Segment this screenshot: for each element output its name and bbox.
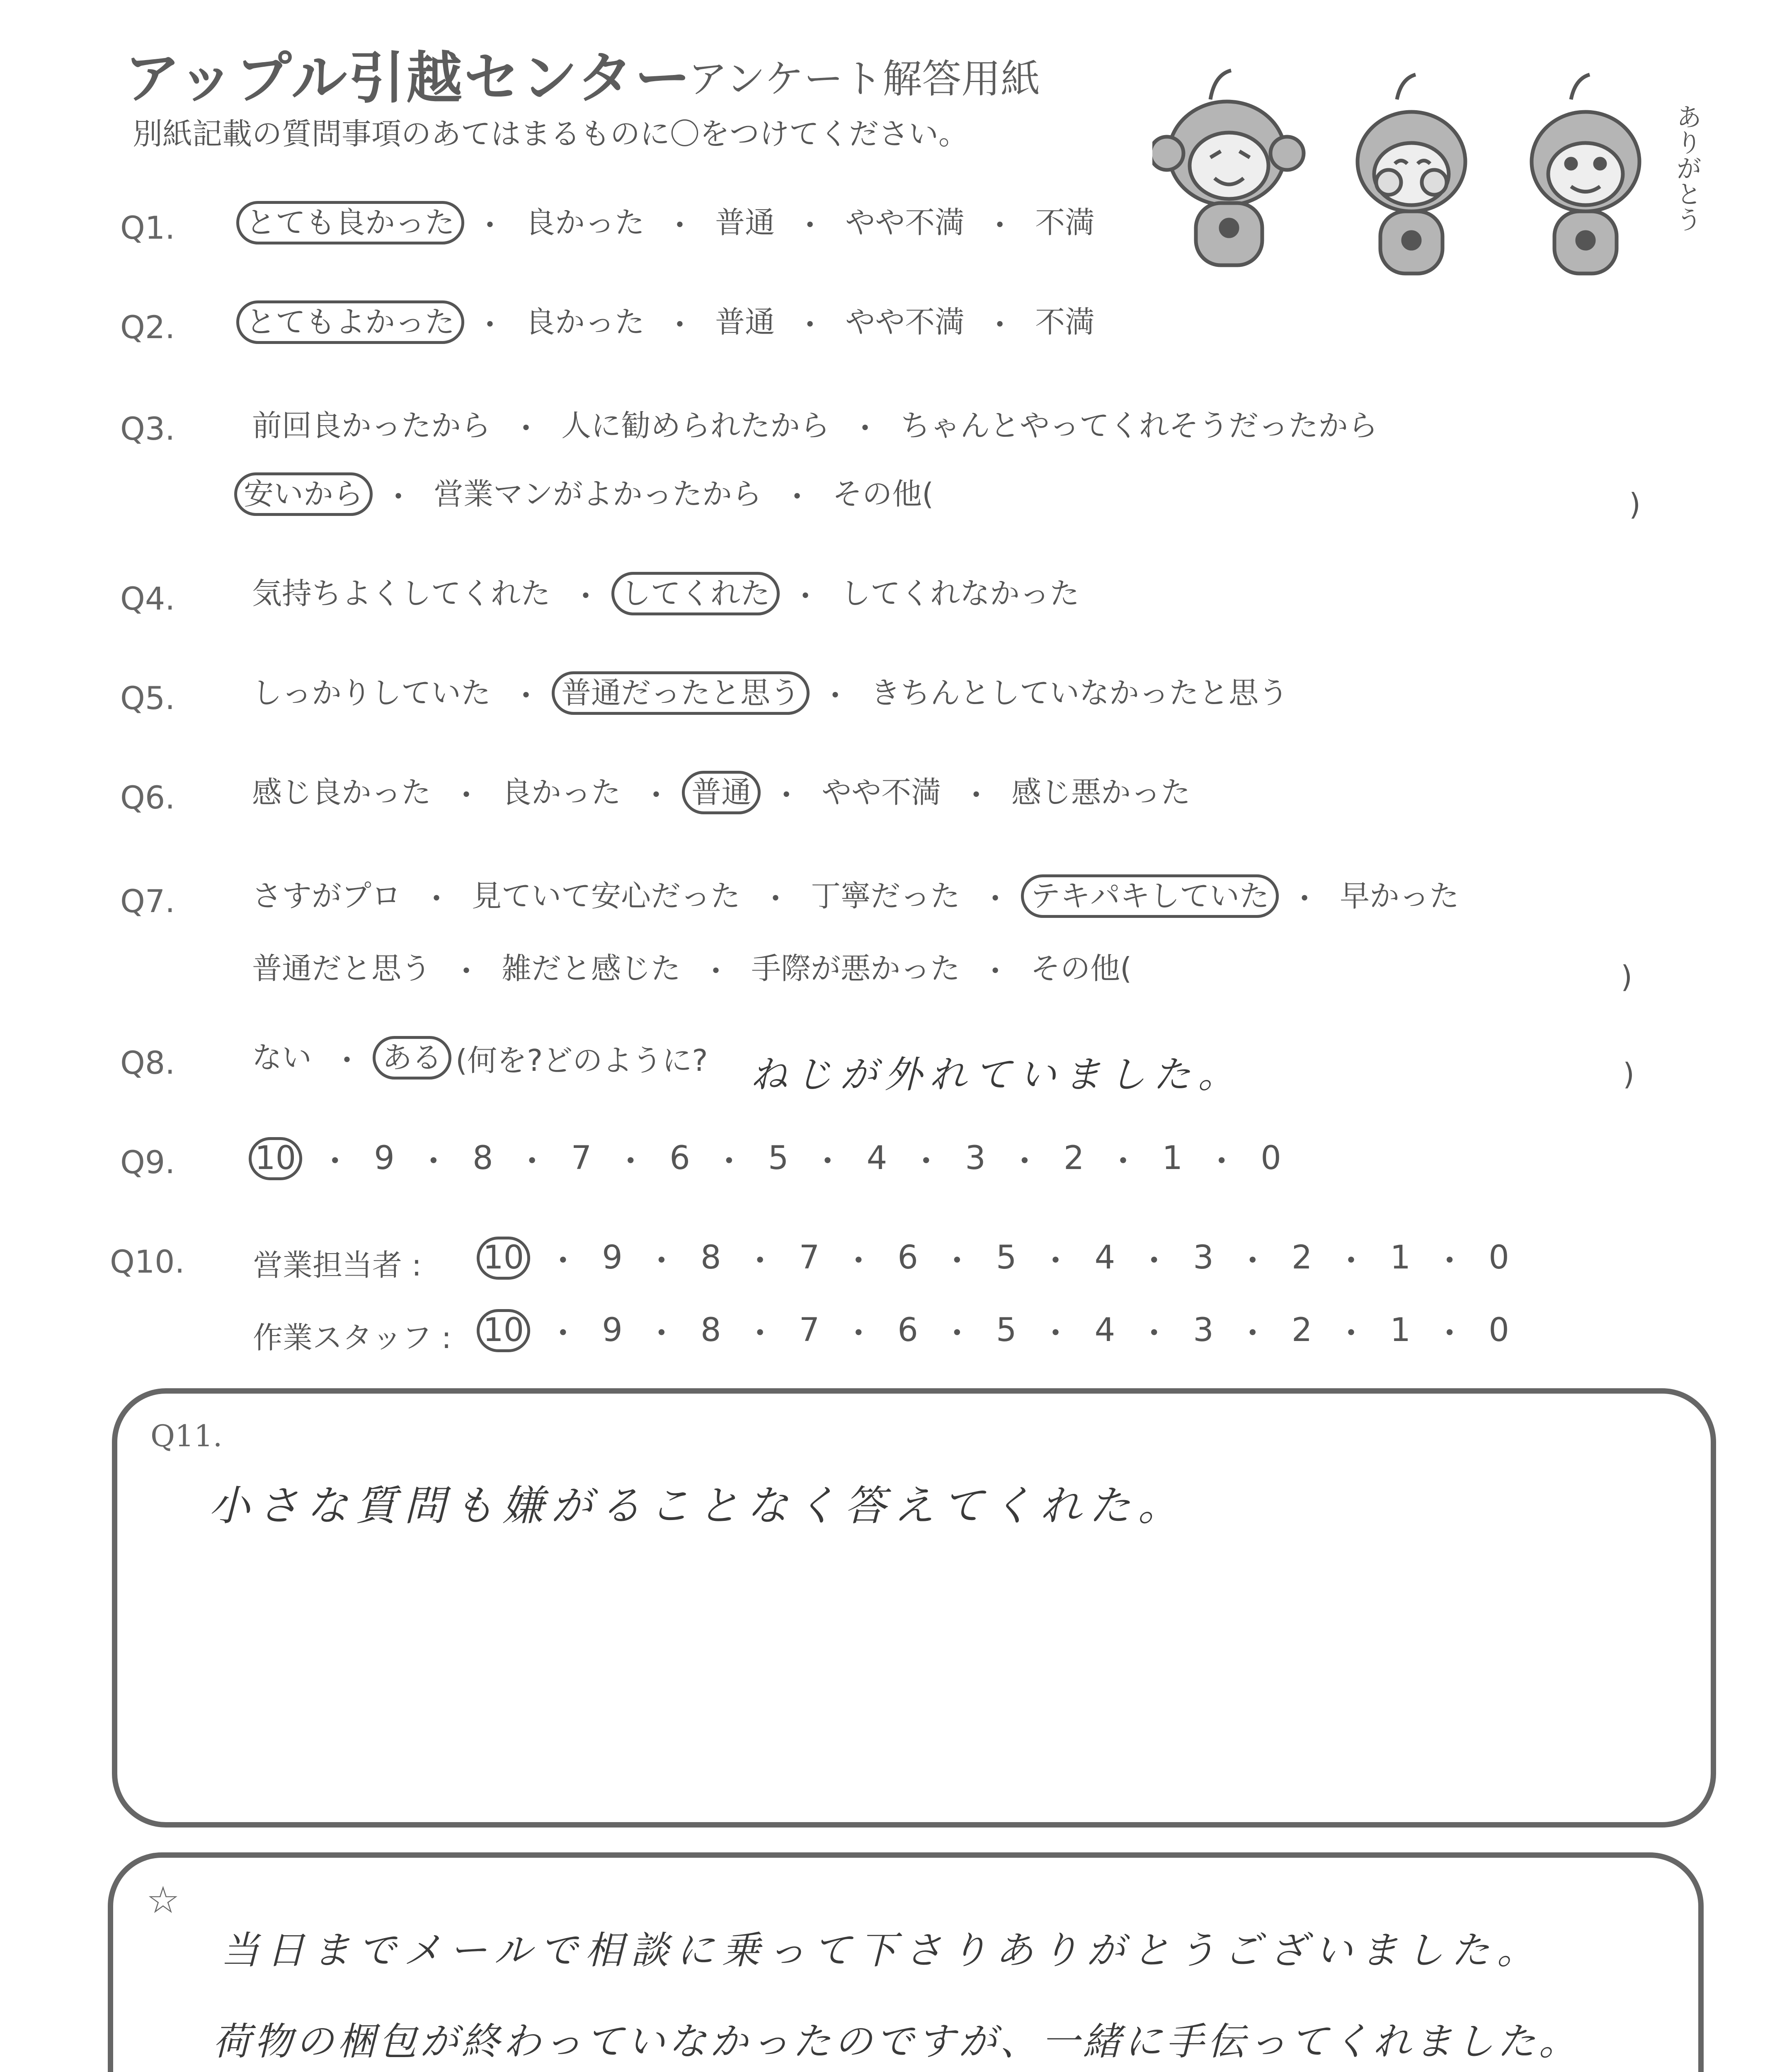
q10-sales-score[interactable]: 3 — [1193, 1239, 1214, 1277]
instruction-text: 別紙記載の質問事項のあてはまるものに〇をつけてください。 — [133, 116, 969, 151]
q3-option-selected[interactable]: 安いから — [234, 472, 373, 516]
q1-option[interactable]: 不満 — [1035, 205, 1095, 240]
q2-number: Q2. — [120, 309, 175, 346]
q5-option[interactable]: しっかりしていた — [252, 675, 491, 710]
q6-option[interactable]: 感じ良かった — [252, 775, 432, 810]
q3-number: Q3. — [120, 410, 175, 447]
q6-option[interactable]: 良かった — [502, 775, 621, 810]
q7-option-other[interactable]: その他( — [1030, 951, 1132, 986]
q8-option[interactable]: ない — [252, 1040, 312, 1075]
q2-option[interactable]: 良かった — [525, 305, 645, 339]
q10-staff-label: 作業スタッフ : — [253, 1320, 452, 1355]
q10-sales-score[interactable]: 8 — [700, 1239, 721, 1277]
q1-option[interactable]: 良かった — [525, 205, 645, 240]
q3-option[interactable]: 営業マンがよかったから — [434, 477, 762, 511]
q4-option[interactable]: してくれなかった — [841, 576, 1080, 611]
q7-close-paren: ) — [1621, 959, 1633, 994]
form-subtitle: アンケート解答用紙 — [688, 56, 1040, 102]
q9-score[interactable]: 7 — [571, 1140, 592, 1177]
q7-option[interactable]: さすがプロ — [252, 879, 402, 913]
monkey-icon — [1532, 75, 1639, 274]
q10-staff-scale: 10 ・ 9 ・ 8 ・ 7 ・ 6 ・ 5 ・ 4 ・ 3 ・ 2 ・ 1 ・ 0 — [477, 1307, 1515, 1354]
q10-sales-score[interactable]: 7 — [799, 1239, 820, 1277]
q3-option[interactable]: ちゃんとやってくれそうだったから — [900, 408, 1378, 443]
q10-sales-score-selected[interactable]: 10 — [477, 1237, 530, 1280]
q9-scale: 10 ・ 9 ・ 8 ・ 7 ・ 6 ・ 5 ・ 4 ・ 3 ・ 2 ・ 1 ・ 0 — [249, 1135, 1287, 1182]
q6-number: Q6. — [120, 779, 175, 816]
q2-option-selected[interactable]: とてもよかった — [236, 300, 464, 344]
thank-you-caption: ありがとう — [1672, 104, 1702, 232]
monkey-icon — [1152, 70, 1304, 265]
q7-option[interactable]: 手際が悪かった — [751, 951, 960, 986]
q10-sales-scale: 10 ・ 9 ・ 8 ・ 7 ・ 6 ・ 5 ・ 4 ・ 3 ・ 2 ・ 1 ・ 0 — [477, 1235, 1515, 1281]
q10-staff-score[interactable]: 2 — [1291, 1312, 1312, 1349]
q1-number: Q1. — [120, 209, 175, 246]
comments-box[interactable] — [108, 1852, 1704, 2072]
q5-options: しっかりしていた ・ 普通だったと思う ・ きちんとしていなかったと思う — [242, 671, 1298, 715]
q2-option[interactable]: やや不満 — [845, 305, 965, 339]
q9-score[interactable]: 8 — [472, 1140, 493, 1177]
q9-score[interactable]: 4 — [866, 1140, 887, 1177]
q10-staff-score[interactable]: 4 — [1094, 1312, 1115, 1349]
q10-staff-score[interactable]: 3 — [1193, 1312, 1214, 1349]
q10-staff-score[interactable]: 8 — [700, 1312, 721, 1349]
q1-options: とても良かった ・ 良かった ・ 普通 ・ やや不満 ・ 不満 — [236, 201, 1104, 244]
q9-score[interactable]: 2 — [1063, 1140, 1084, 1177]
q7-option-selected[interactable]: テキパキしていた — [1021, 874, 1279, 918]
q6-option[interactable]: やや不満 — [822, 775, 941, 810]
q3-option-other[interactable]: その他( — [832, 477, 934, 511]
q10-staff-score[interactable]: 7 — [799, 1312, 820, 1349]
q6-options: 感じ良かった ・ 良かった ・ 普通 ・ やや不満 ・ 感じ悪かった — [242, 771, 1200, 814]
q3-option[interactable]: 人に勧められたから — [561, 408, 830, 443]
q7-option[interactable]: 普通だと思う — [252, 951, 432, 986]
q4-option-selected[interactable]: してくれた — [611, 572, 780, 615]
q10-sales-score[interactable]: 6 — [897, 1239, 918, 1277]
q3-close-paren: ) — [1629, 487, 1641, 522]
q7-option[interactable]: 丁寧だった — [811, 879, 960, 913]
q9-score[interactable]: 3 — [965, 1140, 986, 1177]
q10-staff-score[interactable]: 5 — [996, 1312, 1017, 1349]
q7-options-line1: さすがプロ ・ 見ていて安心だった ・ 丁寧だった ・ テキパキしていた ・ 早かった — [242, 874, 1469, 918]
comment-line-1: 当日までメールで相談に乗って下さりありがとうございました。 — [221, 1928, 1543, 1973]
q11-handwritten-answer: 小さな質問も嫌がることなく答えてくれた。 — [209, 1481, 1187, 1530]
q10-sales-score[interactable]: 4 — [1094, 1239, 1115, 1277]
q10-staff-score[interactable]: 1 — [1390, 1312, 1411, 1349]
q7-option[interactable]: 見ていて安心だった — [472, 879, 741, 913]
q9-score-selected[interactable]: 10 — [249, 1137, 302, 1180]
q8-number: Q8. — [120, 1044, 175, 1081]
q5-number: Q5. — [120, 680, 175, 716]
star-icon: ☆ — [146, 1878, 180, 1922]
q9-score[interactable]: 5 — [768, 1140, 789, 1177]
q7-number: Q7. — [120, 883, 175, 920]
q2-option[interactable]: 普通 — [715, 305, 775, 339]
q5-option[interactable]: きちんとしていなかったと思う — [870, 675, 1289, 710]
q9-score[interactable]: 1 — [1162, 1140, 1183, 1177]
q10-sales-score[interactable]: 1 — [1390, 1239, 1411, 1277]
q9-score[interactable]: 9 — [374, 1140, 395, 1177]
q10-sales-score[interactable]: 5 — [996, 1239, 1017, 1277]
q10-sales-score[interactable]: 9 — [602, 1239, 623, 1277]
q3-options-line2: 安いから ・ 営業マンがよかったから ・ その他( — [234, 472, 943, 516]
q11-label: Q11. — [150, 1418, 223, 1453]
q4-options: 気持ちよくしてくれた ・ してくれた ・ してくれなかった — [242, 572, 1089, 615]
q10-staff-score[interactable]: 0 — [1489, 1312, 1509, 1349]
q5-option-selected[interactable]: 普通だったと思う — [552, 671, 810, 715]
q2-options: とてもよかった ・ 良かった ・ 普通 ・ やや不満 ・ 不満 — [236, 300, 1104, 344]
q8-prompt: (何を?どのように? — [456, 1043, 708, 1078]
q8-option-selected[interactable]: ある — [373, 1036, 451, 1080]
q10-number: Q10. — [110, 1243, 185, 1280]
q1-option-selected[interactable]: とても良かった — [236, 201, 464, 244]
q1-option[interactable]: やや不満 — [845, 205, 965, 240]
q10-staff-score[interactable]: 6 — [897, 1312, 918, 1349]
brand-title: アップル引越センター — [124, 46, 692, 111]
q8-handwritten-answer: ねじが外れていました。 — [750, 1053, 1243, 1097]
q7-option[interactable]: 早かった — [1340, 879, 1460, 913]
monkey-icon — [1358, 75, 1465, 274]
q6-option[interactable]: 感じ悪かった — [1011, 775, 1191, 810]
q11-answer-box[interactable] — [112, 1388, 1716, 1828]
q4-number: Q4. — [120, 580, 175, 617]
q10-sales-label: 営業担当者 : — [253, 1248, 422, 1283]
q8-options: ない ・ ある (何を?どのように? — [242, 1036, 708, 1080]
thank-you-monkeys-illustration — [1152, 54, 1704, 278]
q2-option[interactable]: 不満 — [1035, 305, 1095, 339]
q10-sales-score[interactable]: 2 — [1291, 1239, 1312, 1277]
comment-line-2: 荷物の梱包が終わっていなかったのですが、一緒に手伝ってくれました。 — [213, 2019, 1581, 2064]
q7-option[interactable]: 雑だと感じた — [502, 951, 681, 986]
q4-option[interactable]: 気持ちよくしてくれた — [252, 576, 551, 611]
q9-score[interactable]: 6 — [669, 1140, 690, 1177]
q9-number: Q9. — [120, 1144, 175, 1181]
q6-option-selected[interactable]: 普通 — [682, 771, 761, 814]
q10-staff-score-selected[interactable]: 10 — [477, 1309, 530, 1352]
q3-options-line1: 前回良かったから ・ 人に勧められたから ・ ちゃんとやってくれそうだったから — [242, 404, 1387, 448]
q1-option[interactable]: 普通 — [715, 205, 775, 240]
q9-score[interactable]: 0 — [1261, 1140, 1281, 1177]
q3-option[interactable]: 前回良かったから — [252, 408, 491, 443]
q10-sales-score[interactable]: 0 — [1489, 1239, 1509, 1277]
q10-staff-score[interactable]: 9 — [602, 1312, 623, 1349]
q7-options-line2: 普通だと思う ・ 雑だと感じた ・ 手際が悪かった ・ その他( — [242, 947, 1141, 990]
q8-close-paren: ) — [1623, 1057, 1635, 1092]
